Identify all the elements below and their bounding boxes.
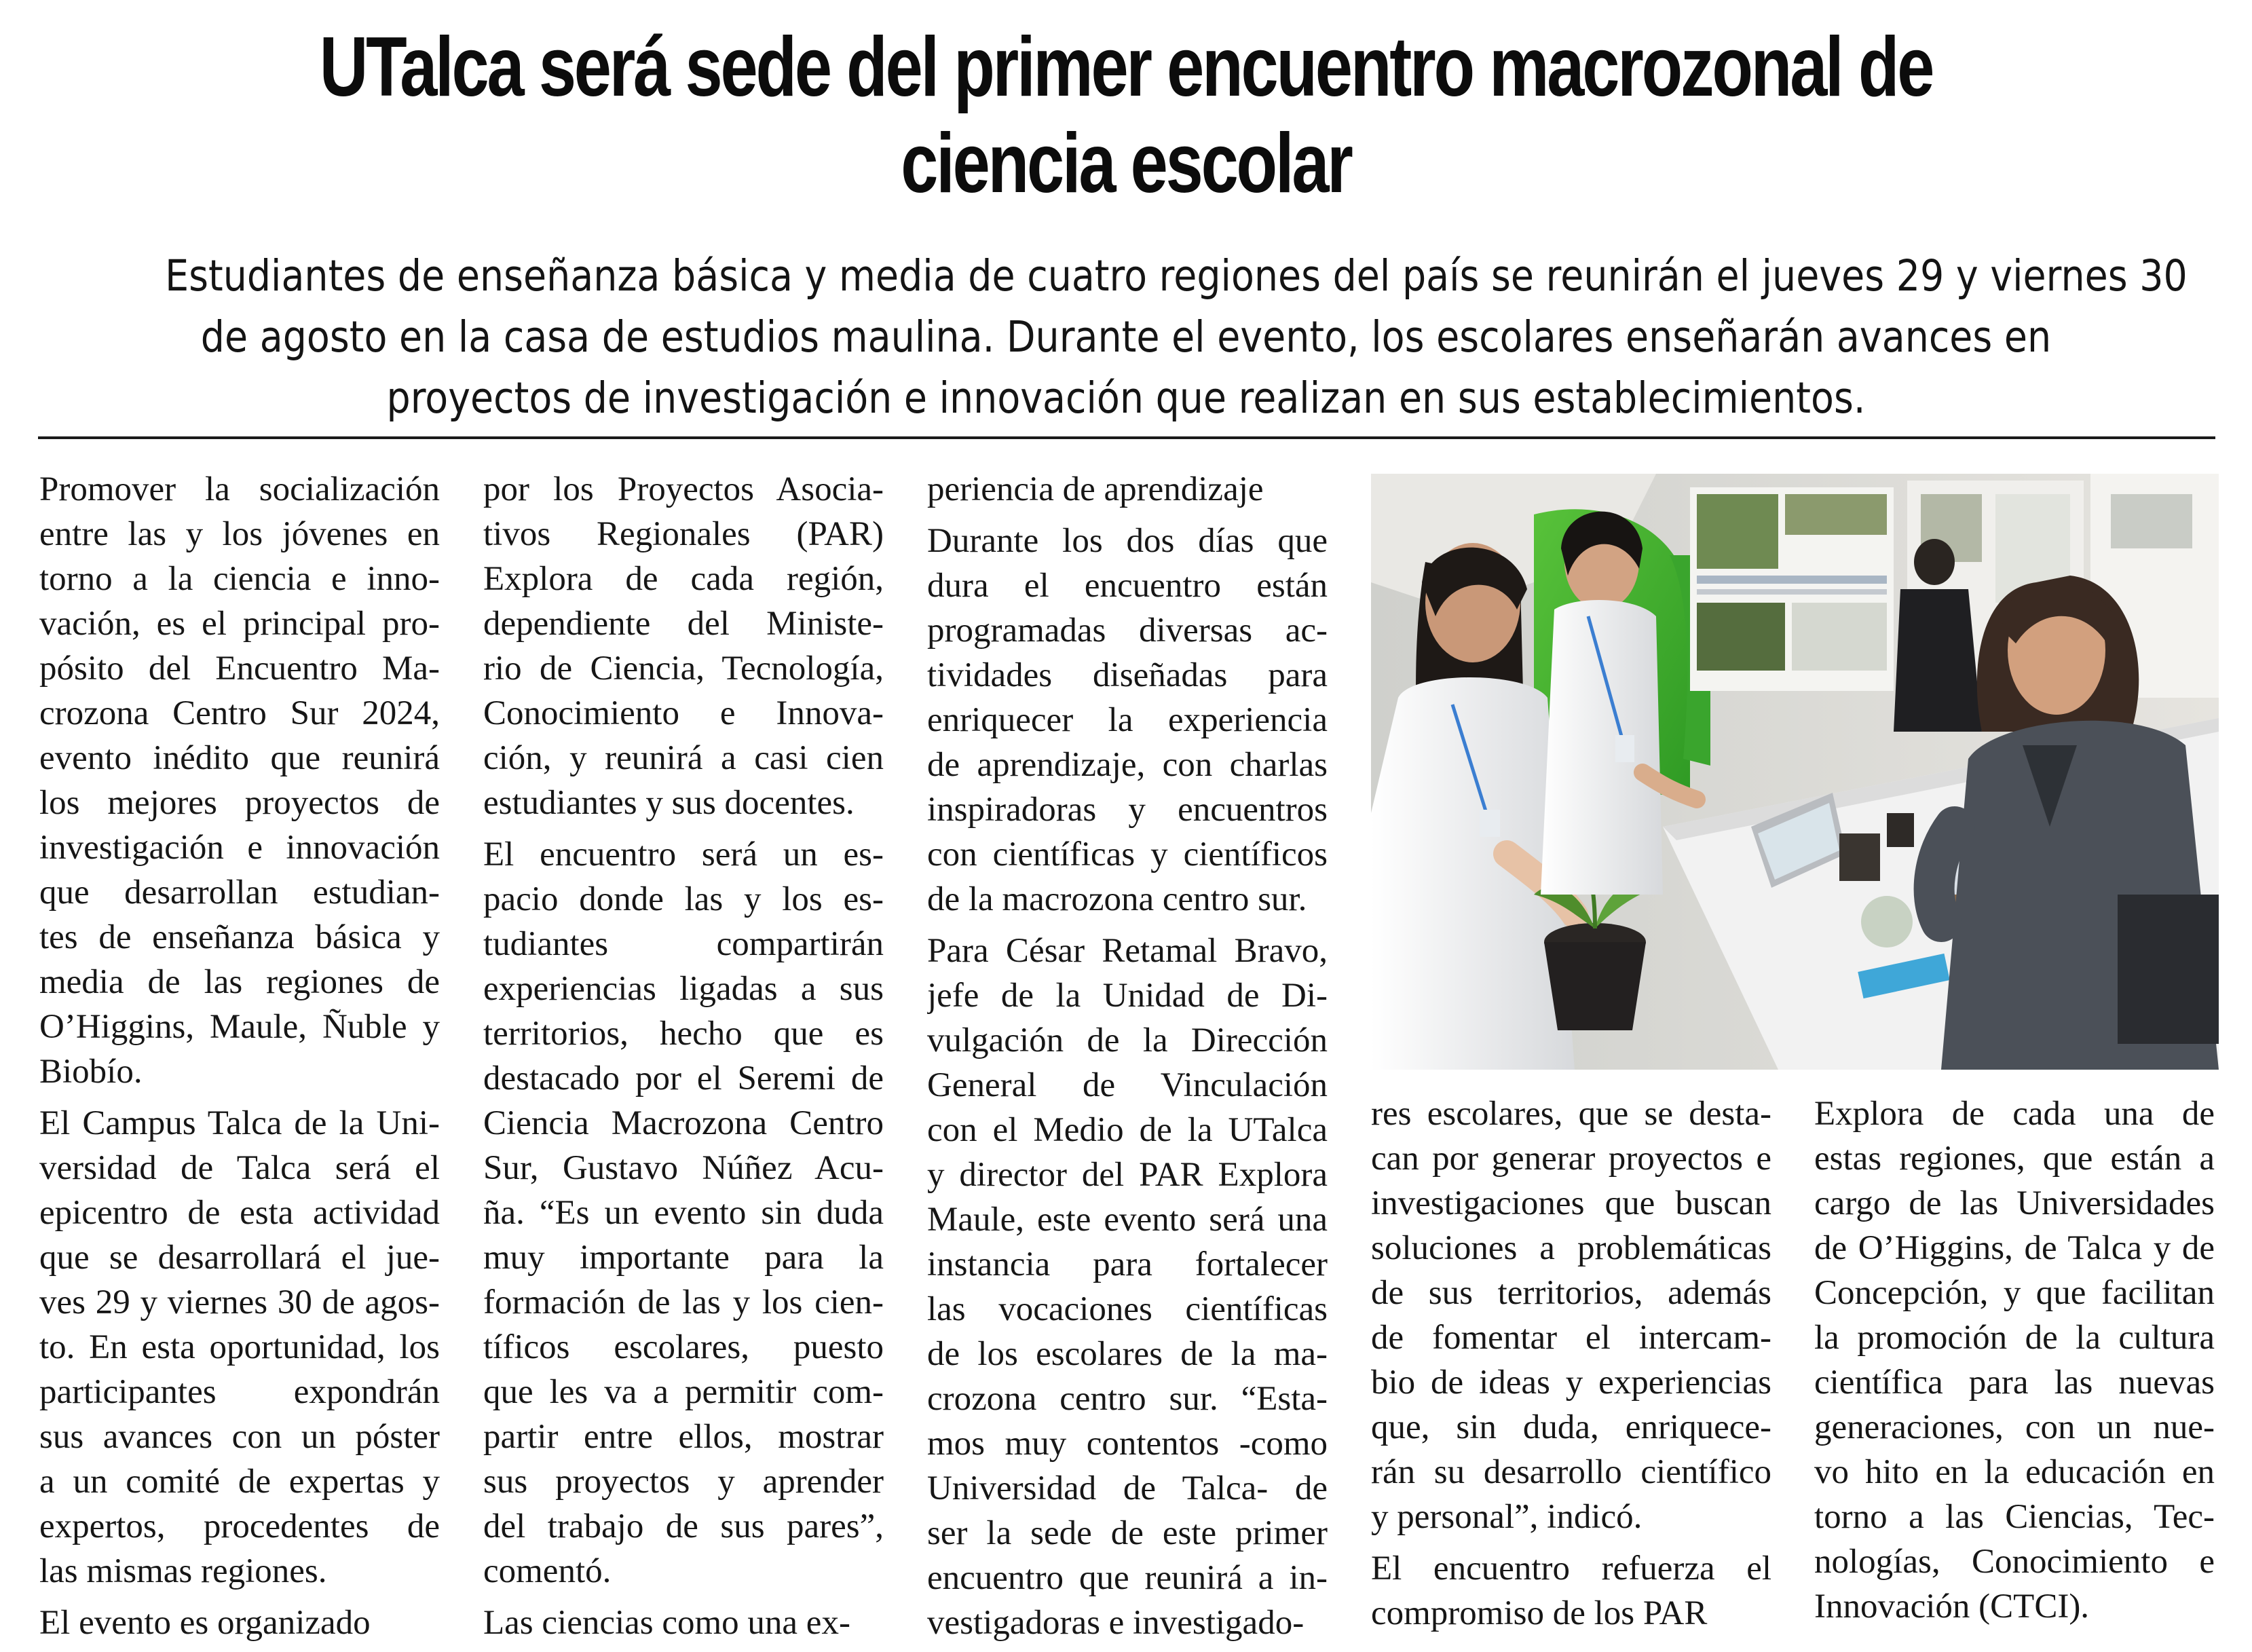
article-line: cargo de las Universidades (1814, 1184, 2215, 1222)
article-line: programadas diversas ac- (927, 612, 1328, 650)
article-line: del trabajo de sus pares”, (483, 1507, 884, 1545)
article-line: de sus territorios, además (1371, 1274, 1771, 1312)
article-line: ves 29 y viernes 30 de agos- (39, 1283, 440, 1321)
article-line: de aprendizaje, con charlas (927, 746, 1328, 784)
article-line: estas regiones, que están a (1814, 1140, 2215, 1178)
article-paragraph (39, 467, 440, 1094)
article-paragraph (927, 519, 1328, 922)
section-divider (38, 436, 2215, 439)
article-line: crozona centro sur. “Esta- (927, 1380, 1328, 1418)
headline-line: ciencia escolar (901, 117, 1351, 210)
article-line: que se desarrollará el jue- (39, 1239, 440, 1277)
article-line: que les va a permitir com- (483, 1373, 884, 1411)
article-line: bio de ideas y experiencias (1371, 1364, 1771, 1402)
article-line: la promoción de la cultura (1814, 1319, 2215, 1357)
article-line: El Campus Talca de la Uni- (39, 1104, 440, 1142)
article-line: crozona Centro Sur 2024, (39, 694, 440, 732)
article-line: destacado por el Seremi de (483, 1059, 884, 1097)
article-paragraph (1371, 1546, 1771, 1636)
article-paragraph (1814, 1091, 2215, 1629)
article-line: dura el encuentro están (927, 567, 1328, 605)
article-line: media de las regiones de (39, 963, 440, 1001)
article-line: enriquecer la experiencia (927, 701, 1328, 739)
article-line: El encuentro refuerza el (1371, 1550, 1771, 1588)
article-line: partir entre ellos, mostrar (483, 1418, 884, 1456)
article-line: encuentro que reunirá a in- (927, 1559, 1328, 1597)
article-line: vación, es el principal pro- (39, 605, 440, 643)
article-line: Durante los dos días que (927, 522, 1328, 560)
article-line: dependiente del Ministe- (483, 605, 884, 643)
article-line: Explora de cada una de (1814, 1095, 2215, 1133)
article-line: soluciones a problemáticas (1371, 1229, 1771, 1267)
standfirst-line: de agosto en la casa de estudios maulina. Durante el evento, los escolares enseñarán avances en (200, 312, 2052, 362)
article-paragraph (927, 928, 1328, 1645)
article-line: territorios, hecho que es (483, 1015, 884, 1053)
article-line: periencia de aprendizaje (927, 470, 1264, 508)
article-line: epicentro de esta actividad (39, 1194, 440, 1232)
article-line: con científicas y científicos (927, 836, 1328, 874)
article-line: las vocaciones científicas (927, 1290, 1328, 1328)
headline-line: UTalca será sede del primer encuentro macrozonal de (319, 20, 1933, 114)
article-line: vo hito en la educación en (1814, 1453, 2215, 1491)
article-line: Para César Retamal Bravo, (927, 932, 1328, 970)
article-column-5 (1814, 1091, 2215, 1636)
article-line: ser la sede de este primer (927, 1514, 1328, 1552)
article-line: rán su desarrollo científico (1371, 1453, 1771, 1491)
article-line: generaciones, con un nue- (1814, 1408, 2215, 1446)
article-line: nologías, Conocimiento e (1814, 1543, 2215, 1581)
article-line: estudiantes y sus docentes. (483, 784, 855, 822)
article-line: El encuentro será un es- (483, 836, 884, 874)
article-line: vulgación de la Dirección (927, 1021, 1328, 1059)
article-line: que, sin duda, enriquece- (1371, 1408, 1771, 1446)
article-line: expertos, procedentes de (39, 1507, 440, 1545)
article-line: Explora de cada región, (483, 560, 884, 598)
article-line: a un comité de expertas y (39, 1463, 440, 1501)
article-column-4 (1371, 1091, 1771, 1642)
article-line: tividades diseñadas para (927, 656, 1328, 694)
article-line: experiencias ligadas a sus (483, 970, 884, 1008)
article-line: científica para las nuevas (1814, 1364, 2215, 1402)
article-line: tivos Regionales (PAR) (483, 515, 884, 553)
article-line: sus avances con un póster (39, 1418, 440, 1456)
article-line: Innovación (CTCI). (1814, 1588, 2090, 1626)
standfirst (165, 246, 2188, 429)
article-line: entre las y los jóvenes en (39, 515, 440, 553)
article-line: instancia para fortalecer (927, 1245, 1328, 1283)
article-paragraph (1371, 1091, 1771, 1539)
article-line: compromiso de los PAR (1371, 1594, 1708, 1632)
article-line: Biobío. (39, 1053, 143, 1091)
article-line: ción, y reunirá a casi cien (483, 739, 884, 777)
standfirst-line: proyectos de investigación e innovación que realizan en sus establecimientos. (386, 373, 1866, 423)
article-line: can por generar proyectos e (1371, 1140, 1771, 1178)
article-line: O’Higgins, Maule, Ñuble y (39, 1008, 440, 1046)
article-line: sus proyectos y aprender (483, 1463, 884, 1501)
article-line: inspiradoras y encuentros (927, 791, 1328, 829)
article-line: de fomentar el intercam- (1371, 1319, 1771, 1357)
article-line: que desarrollan estudian- (39, 874, 440, 912)
article-line: por los Proyectos Asocia- (483, 470, 884, 508)
article-line: las mismas regiones. (39, 1552, 327, 1590)
article-paragraph (483, 467, 884, 825)
article-line: torno a las Ciencias, Tec- (1814, 1498, 2215, 1536)
article-line: Maule, este evento será una (927, 1201, 1328, 1239)
article-line: y director del PAR Explora (927, 1156, 1328, 1194)
headline (247, 19, 2005, 212)
article-line: formación de las y los cien- (483, 1283, 884, 1321)
article-line: muy importante para la (483, 1239, 884, 1277)
article-line: de O’Higgins, de Talca y de (1814, 1229, 2215, 1267)
article-line: tes de enseñanza básica y (39, 918, 440, 956)
article-line: Promover la socialización (39, 470, 440, 508)
article-line: de los escolares de la ma- (927, 1335, 1328, 1373)
students-presenting-plants-photo (1371, 474, 2219, 1070)
article-paragraph (927, 467, 1328, 512)
article-column-2 (483, 467, 884, 1652)
article-line: tíficos escolares, puesto (483, 1328, 884, 1366)
article-line: Conocimiento e Innova- (483, 694, 884, 732)
article-paragraph (39, 1600, 440, 1645)
article-line: rio de Ciencia, Tecnología, (483, 650, 884, 688)
article-line: res escolares, que se desta- (1371, 1095, 1771, 1133)
article-line: y personal”, indicó. (1371, 1498, 1643, 1536)
standfirst-line: Estudiantes de enseñanza básica y media de cuatro regiones del país se reunirán el jueves 29 y viernes 30 (165, 251, 2188, 301)
article-line: de la macrozona centro sur. (927, 880, 1307, 918)
article-line: vestigadoras e investigado- (927, 1604, 1305, 1642)
article-line: mos muy contentos -como (927, 1425, 1328, 1463)
article-column-1 (39, 467, 440, 1652)
article-line: pósito del Encuentro Ma- (39, 650, 440, 688)
article-line: Universidad de Talca- de (927, 1469, 1328, 1507)
article-line: General de Vinculación (927, 1066, 1328, 1104)
article-line: con el Medio de la UTalca (927, 1111, 1328, 1149)
article-paragraph (483, 1600, 884, 1645)
article-line: los mejores proyectos de (39, 784, 440, 822)
article-line: participantes expondrán (39, 1373, 440, 1411)
article-line: jefe de la Unidad de Di- (927, 977, 1328, 1015)
article-line: Ciencia Macrozona Centro (483, 1104, 884, 1142)
article-paragraph (483, 832, 884, 1594)
article-line: El evento es organizado (39, 1604, 371, 1642)
article-column-3 (927, 467, 1328, 1652)
article-line: Las ciencias como una ex- (483, 1604, 850, 1642)
article-line: ña. “Es un evento sin duda (483, 1194, 884, 1232)
article-line: Sur, Gustavo Núñez Acu- (483, 1149, 884, 1187)
article-line: tudiantes compartirán (483, 925, 884, 963)
article-line: torno a la ciencia e inno- (39, 560, 440, 598)
article-paragraph (39, 1101, 440, 1594)
article-line: investigación e innovación (39, 829, 440, 867)
article-line: Concepción, y que facilitan (1814, 1274, 2215, 1312)
article-line: to. En esta oportunidad, los (39, 1328, 440, 1366)
article-line: comentó. (483, 1552, 612, 1590)
article-line: investigaciones que buscan (1371, 1184, 1771, 1222)
article-line: evento inédito que reunirá (39, 739, 440, 777)
article-line: pacio donde las y los es- (483, 880, 884, 918)
article-line: versidad de Talca será el (39, 1149, 440, 1187)
